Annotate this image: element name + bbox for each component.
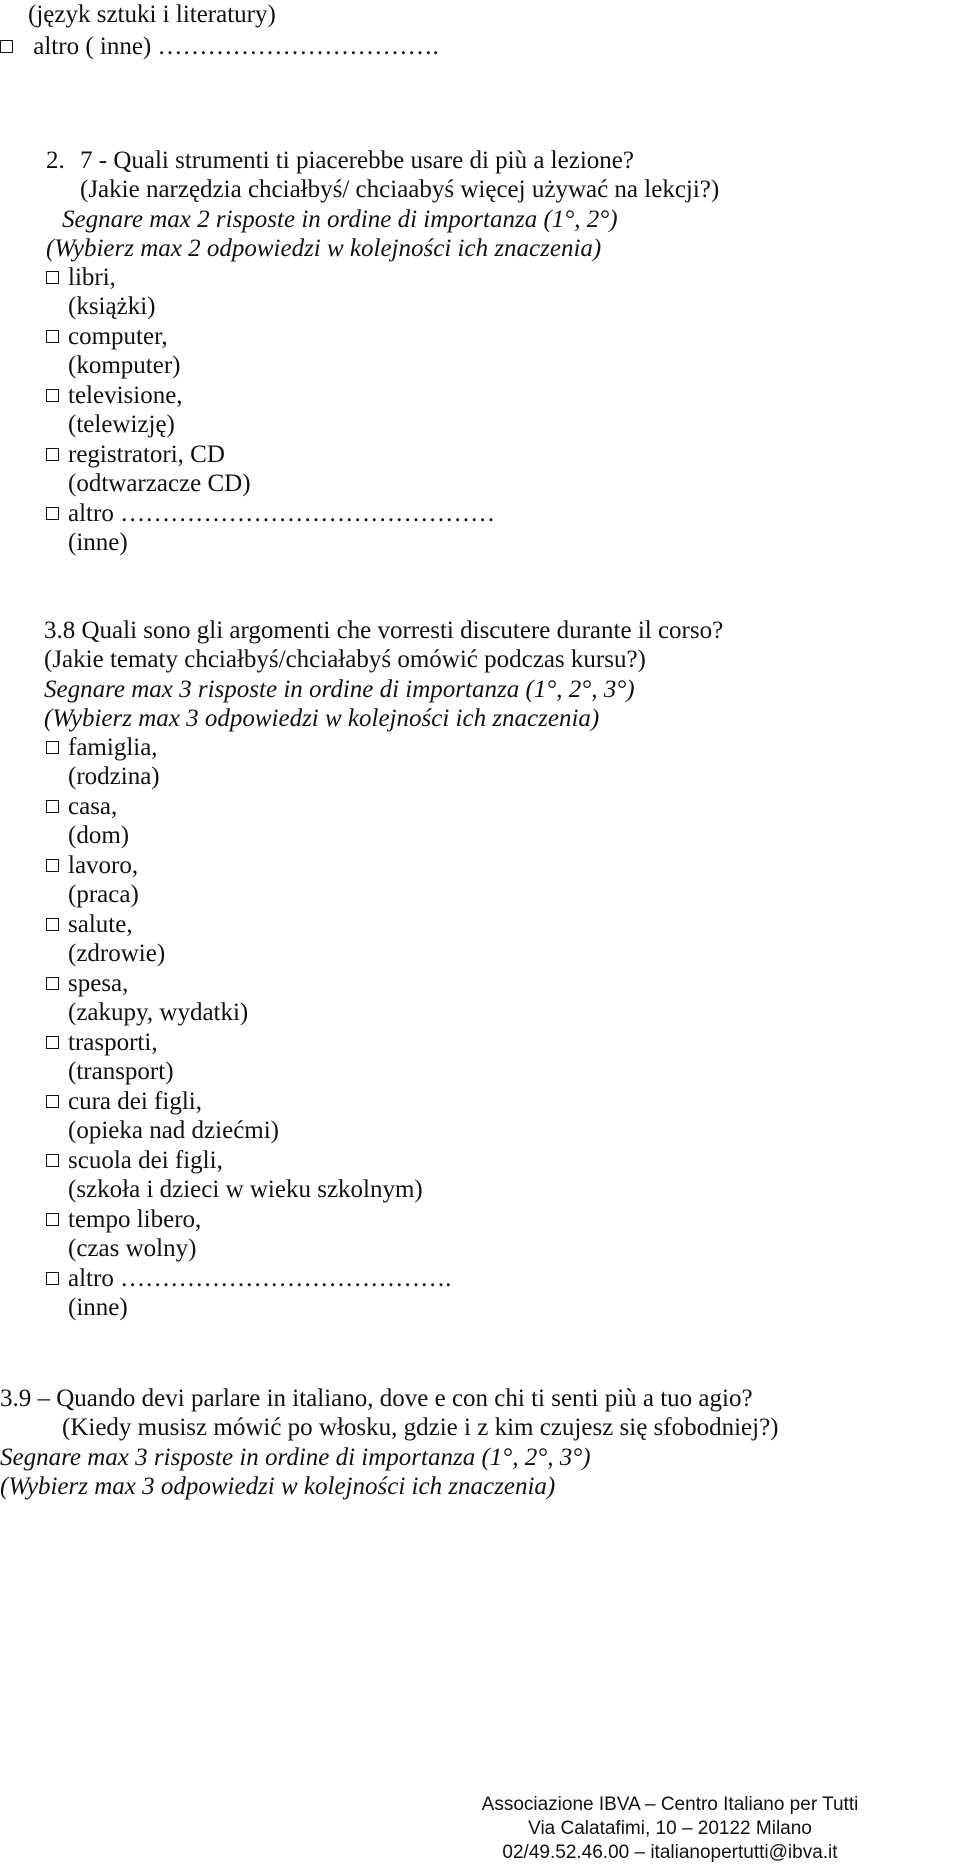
q38-option-label: trasporti, <box>68 1029 158 1056</box>
checkbox-icon[interactable] <box>46 448 59 461</box>
q38-option <box>46 1146 223 1175</box>
q27-option-translation: (odtwarzacze CD) <box>68 470 251 497</box>
top-altro-option <box>0 32 439 61</box>
q39-instruction: Segnare max 3 risposte in ordine di importanza (1°, 2°, 3°) <box>0 1444 591 1471</box>
q38-option-translation: (rodzina) <box>68 763 160 790</box>
q27-option-label: registratori, CD <box>68 441 225 468</box>
q38-option-label: cura dei figli, <box>68 1088 202 1115</box>
checkbox-icon[interactable] <box>46 741 59 754</box>
q38-option-translation: (opieka nad dziećmi) <box>68 1117 280 1144</box>
checkbox-icon[interactable] <box>46 507 59 520</box>
q27-instruction: Segnare max 2 risposte in ordine di importanza (1°, 2°) <box>62 206 618 233</box>
checkbox-icon[interactable] <box>46 1272 59 1285</box>
q38-option-label: lavoro, <box>68 852 139 879</box>
q27-option <box>46 499 495 528</box>
q39-instruction-pl: (Wybierz max 3 odpowiedzi w kolejności ich znaczenia) <box>0 1473 556 1500</box>
checkbox-icon[interactable] <box>46 1154 59 1167</box>
q38-option-translation: (inne) <box>68 1294 128 1321</box>
q27-option-translation: (inne) <box>68 529 128 556</box>
q27-option-translation: (książki) <box>68 293 156 320</box>
footer-line-2: Via Calatafimi, 10 – 20122 Milano <box>528 1818 812 1839</box>
q38-option-label: famiglia, <box>68 734 158 761</box>
q27-option <box>46 381 183 410</box>
q38-option-translation: (zakupy, wydatki) <box>68 999 249 1026</box>
q38-title: 3.8 Quali sono gli argomenti che vorresti discutere durante il corso? <box>44 617 724 644</box>
q27-option-translation: (telewizję) <box>68 411 175 438</box>
checkbox-icon[interactable] <box>46 918 59 931</box>
checkbox-icon[interactable] <box>46 977 59 990</box>
q38-option <box>46 851 138 880</box>
q38-option-label: scuola dei figli, <box>68 1147 223 1174</box>
q39-title-pl: (Kiedy musisz mówić po włosku, gdzie i z kim czujesz się sfobodniej?) <box>62 1414 779 1441</box>
top-line: (język sztuki i literatury) <box>28 1 276 28</box>
q38-option <box>46 733 158 762</box>
q38-option-translation: (zdrowie) <box>68 940 166 967</box>
checkbox-icon[interactable] <box>46 330 59 343</box>
q39-title: 3.9 – Quando devi parlare in italiano, dove e con chi ti senti più a tuo agio? <box>0 1385 753 1412</box>
footer-line-3: 02/49.52.46.00 – italianopertutti@ibva.it <box>502 1842 838 1863</box>
q27-option <box>46 440 225 469</box>
top-altro-label: altro ( inne) ……………………………. <box>33 33 439 60</box>
q27-option-label: altro ……………………………………… <box>68 500 496 527</box>
q38-option <box>46 792 117 821</box>
q38-option-translation: (szkoła i dzieci w wieku szkolnym) <box>68 1176 423 1203</box>
checkbox-icon[interactable] <box>46 800 59 813</box>
q27-option-label: televisione, <box>68 382 183 409</box>
checkbox-icon[interactable] <box>46 1036 59 1049</box>
checkbox-icon[interactable] <box>46 1095 59 1108</box>
q38-option-label: tempo libero, <box>68 1206 202 1233</box>
q27-title-pl: (Jakie narzędzia chciałbyś/ chciaabyś więcej używać na lekcji?) <box>80 176 720 203</box>
q27-instruction-pl: (Wybierz max 2 odpowiedzi w kolejności ich znaczenia) <box>46 235 602 262</box>
q27-title: 7 - Quali strumenti ti piacerebbe usare di più a lezione? <box>80 147 634 174</box>
q27-option-label: computer, <box>68 323 168 350</box>
q27-option-label: libri, <box>68 264 116 291</box>
q38-option-label: salute, <box>68 911 133 938</box>
q27-option-translation: (komputer) <box>68 352 181 379</box>
q38-option <box>46 1264 451 1293</box>
q38-option-translation: (czas wolny) <box>68 1235 197 1262</box>
q38-option-translation: (praca) <box>68 881 139 908</box>
q38-option-label: spesa, <box>68 970 129 997</box>
q27-number: 2. <box>46 147 65 174</box>
q27-option <box>46 263 116 292</box>
q38-option-translation: (transport) <box>68 1058 174 1085</box>
checkbox-icon[interactable] <box>46 271 59 284</box>
q38-instruction-pl: (Wybierz max 3 odpowiedzi w kolejności ich znaczenia) <box>44 705 600 732</box>
checkbox-icon[interactable] <box>46 859 59 872</box>
q38-option <box>46 1205 201 1234</box>
q38-option <box>46 1028 158 1057</box>
q38-instruction: Segnare max 3 risposte in ordine di importanza (1°, 2°, 3°) <box>44 676 635 703</box>
checkbox-icon[interactable] <box>0 40 13 53</box>
q38-title-pl: (Jakie tematy chciałbyś/chciałabyś omówić podczas kursu?) <box>44 646 646 673</box>
q38-option <box>46 969 128 998</box>
q38-option <box>46 1087 202 1116</box>
q38-option-label: altro …………………………………. <box>68 1265 452 1292</box>
q38-option <box>46 910 133 939</box>
checkbox-icon[interactable] <box>46 1213 59 1226</box>
q27-option <box>46 322 168 351</box>
q38-option-translation: (dom) <box>68 822 130 849</box>
checkbox-icon[interactable] <box>46 389 59 402</box>
footer-line-1: Associazione IBVA – Centro Italiano per Tutti <box>481 1794 859 1815</box>
q38-option-label: casa, <box>68 793 118 820</box>
